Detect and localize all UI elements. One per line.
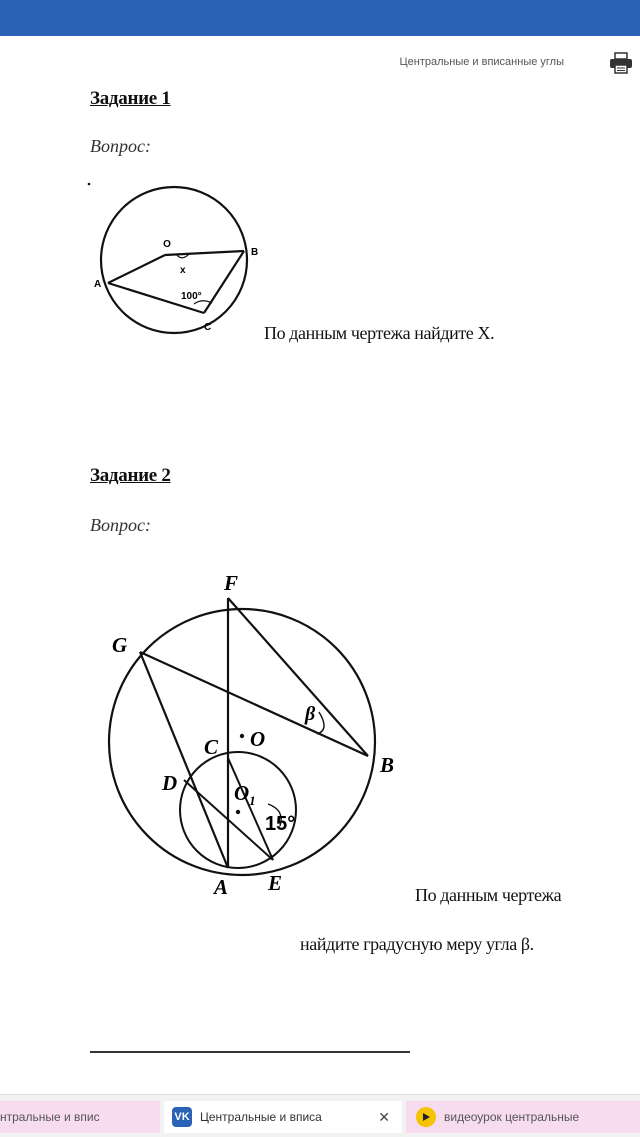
tab-3-label: видеоурок центральные	[444, 1110, 580, 1124]
play-icon	[416, 1107, 436, 1127]
label-angle-100: 100°	[181, 291, 202, 302]
label-C: C	[204, 735, 219, 759]
label-A: A	[214, 875, 229, 899]
tab-1-label: нтральные и впис	[0, 1110, 100, 1124]
label-G: G	[112, 633, 128, 657]
tab-2-label: Центральные и вписа	[200, 1110, 322, 1124]
task1-title: Задание 1	[90, 88, 171, 109]
app-top-bar	[0, 0, 640, 36]
tab-1[interactable]	[0, 1101, 160, 1133]
task2-text-line1: По данным чертежа	[415, 885, 562, 905]
label-O: O	[163, 239, 171, 250]
task2-question-label: Вопрос:	[90, 515, 151, 535]
tab-close-icon[interactable]: ✕	[378, 1108, 390, 1125]
task1-question-label: Вопрос:	[90, 136, 151, 156]
label-C: C	[204, 322, 212, 333]
label-F: F	[224, 571, 239, 595]
vk-icon: VK	[172, 1107, 192, 1127]
label-B: B	[380, 753, 395, 777]
label-O: O	[250, 727, 266, 751]
label-O1: $O_1$	[234, 781, 256, 808]
label-D: D	[162, 771, 178, 795]
tab-3[interactable]	[406, 1101, 640, 1133]
label-E: E	[268, 871, 283, 895]
printer-icon[interactable]	[608, 52, 634, 74]
label-x: x	[180, 265, 186, 276]
label-A: A	[94, 279, 102, 290]
label-B: B	[251, 247, 259, 258]
answer-line	[90, 1051, 410, 1053]
task2-title: Задание 2	[90, 465, 171, 486]
document-title: Центральные и вписанные углы	[399, 56, 564, 68]
task2-text-line2: найдите градусную меру угла β.	[300, 934, 534, 954]
label-beta: β	[305, 703, 316, 725]
task2-figure	[100, 560, 420, 900]
task1-figure	[84, 176, 264, 346]
task1-text: По данным чертежа найдите X.	[264, 323, 495, 343]
document-header	[0, 52, 640, 76]
label-angle-15: 15°	[265, 813, 296, 835]
tab-bar	[0, 1094, 640, 1137]
tab-2-active[interactable]	[164, 1101, 402, 1133]
